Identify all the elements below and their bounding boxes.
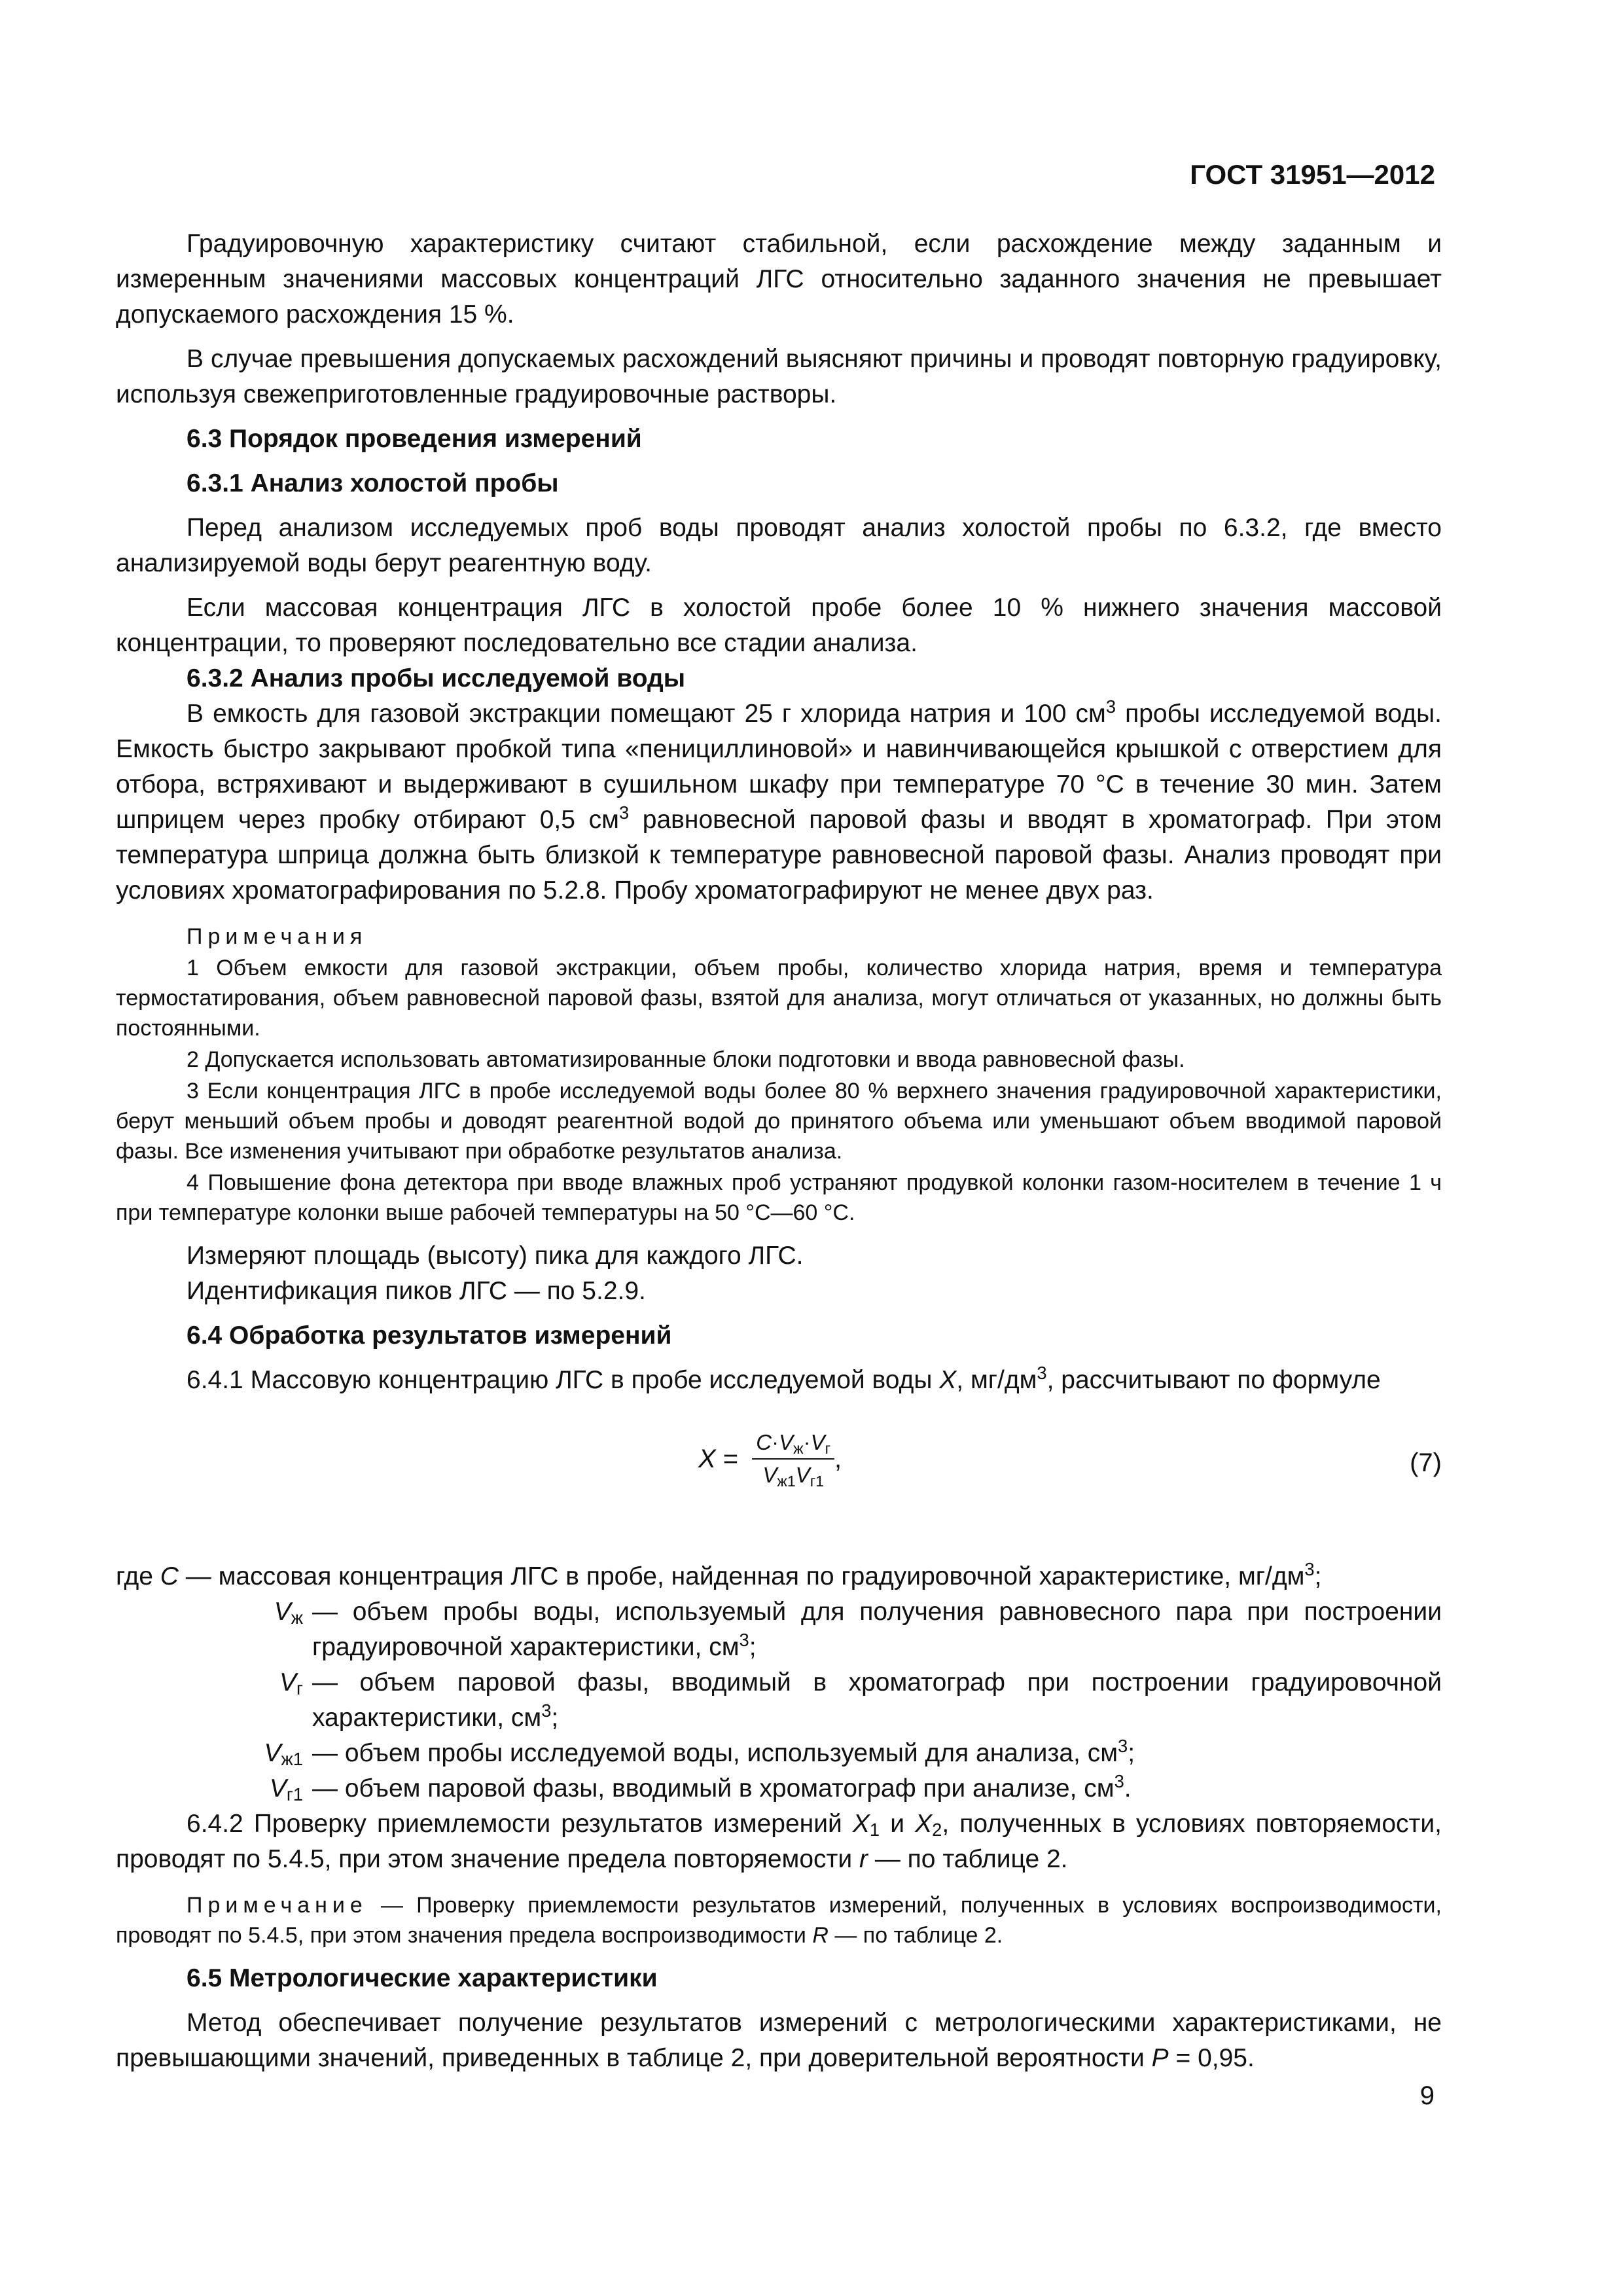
note-4: 4 Повышение фона детектора при вводе влажных проб устраняют продувкой колонки газом-носителем в течение 1 ч при температуре колонки выше рабочей температуры на 50 °С—60 °С.: [116, 1170, 1442, 1225]
notes-block: [116, 922, 1442, 1228]
paragraph-metrology: Метод обеспечивает получение результатов измерений с метрологическими характеристиками, не превышающими значений, приведенных в таблице 2, при доверительной вероятности P = 0,95.: [116, 2009, 1442, 2072]
section-heading-6-5: 6.5 Метрологические характеристики: [187, 1964, 658, 1992]
paragraph-blank-concentration: Если массовая концентрация ЛГС в холостой пробе более 10 % нижнего значения массовой концентрации, то проверяют последовательно все стадии анализа.: [116, 594, 1442, 657]
note-1: 1 Объем емкости для газовой экстракции, объем пробы, количество хлорида натрия, время и температура термостатирования, объем равновесной паровой фазы, взятой для анализа, могут отличаться от указанных, но должны быть постоянными.: [116, 956, 1442, 1041]
paragraph-recalibration: В случае превышения допускаемых расхождений выясняют причины и проводят повторную градуировку, используя свежеприготовленные градуировочные растворы.: [116, 345, 1442, 408]
note-reproducibility: Примечание — Проверку приемлемости результатов измерений, полученных в условиях воспроизводимости, проводят по 5.4.5, при этом значения предела воспроизводимости R — по таблице 2.: [116, 1893, 1442, 1948]
formula-fraction: [752, 1428, 834, 1490]
paragraph-6-4-2: 6.4.2 Проверку приемлемости результатов измерений $X_1$ и $X_2$, полученных в условиях повторяемости, проводят по 5.4.5, при этом значение предела повторяемости r — по таблице 2.: [116, 1810, 1442, 1873]
paragraph-peak-area: Измеряют площадь (высоту) пика для каждого ЛГС.: [187, 1242, 804, 1270]
paragraph-peak-identification: Идентификация пиков ЛГС — по 5.2.9.: [187, 1277, 646, 1305]
section-heading-6-3-2: 6.3.2 Анализ пробы исследуемой воды: [187, 664, 686, 692]
section-heading-6-3-1: 6.3.1 Анализ холостой пробы: [187, 469, 559, 497]
note-3: 3 Если концентрация ЛГС в пробе исследуемой воды более 80 % верхнего значения градуировочной характеристики, берут меньший объем пробы и доводят реагентной водой до принятого объема или уменьшают объем вводимой паровой фазы. Все изменения учитывают при обработке результатов анализа.: [116, 1079, 1442, 1164]
formula-expression: X = $\frac{C\cdot V_ж\cdot V_г}{V_{ж1}V_{г1}}$ ,: [698, 1428, 842, 1490]
paragraph-sample-analysis: В емкость для газовой экстракции помещают 25 г хлорида натрия и 100 $см^3$ пробы исследуемой воды. Емкость быстро закрывают пробкой типа «пенициллиновой» и навинчивающейся крышкой с отверстием для отбора, встряхивают и выдерживают в сушильном шкафу при температуре 70 °С в течение 30 мин. Затем шприцем через пробку отбирают 0,5 $см^3$ равновесной паровой фазы и вводят в хроматограф. При этом температура шприца должна быть близкой к температуре равновесной паровой фазы. Анализ проводят при условиях хроматографирования по 5.2.8. Пробу хроматографируют не менее двух раз.: [116, 696, 1442, 905]
note-title: Примечание: [187, 1893, 368, 1918]
paragraph-calibration-stability: Градуировочную характеристику считают стабильной, если расхождение между заданным и измеренным значениями массовых концентраций ЛГС относительно заданного значения не превышает допускаемого расхождения 15 %.: [116, 230, 1442, 329]
legend-Vzh1: $V_{ж1}$ — объем пробы исследуемой воды, используемый для анализа, $см^3$;: [264, 1736, 1135, 1769]
paragraph-6-4-1: 6.4.1 Массовую концентрацию ЛГС в пробе исследуемой воды X, $мг/дм^3$, рассчитывают по формуле: [187, 1363, 1381, 1394]
section-heading-6-3: 6.3 Порядок проведения измерений: [187, 425, 642, 453]
legend-Vzh: $V_ж$ — объем пробы воды, используемый для получения равновесного пара при построении градуировочной характеристики, $см^3$;: [274, 1598, 1442, 1661]
legend-Vg: $V_г$ — объем паровой фазы, вводимый в хроматограф при построении градуировочной характеристики, $см^3$;: [279, 1668, 1442, 1732]
formula-denominator: $V_{ж1}V_{г1}$: [762, 1463, 824, 1490]
document-id-header: ГОСТ 31951—2012: [1190, 159, 1435, 190]
notes-title: Примечания: [187, 924, 368, 949]
section-heading-6-4: 6.4 Обработка результатов измерений: [187, 1321, 672, 1350]
note-2: 2 Допускается использовать автоматизированные блоки подготовки и ввода равновесной фазы.: [187, 1047, 1185, 1072]
legend-C: где C — массовая концентрация ЛГС в пробе, найденная по градуировочной характеристике, $мг/дм^3$;: [116, 1559, 1322, 1590]
formula-number: (7): [1410, 1448, 1442, 1477]
paragraph-blank-sample: Перед анализом исследуемых проб воды проводят анализ холостой пробы по 6.3.2, где вместо анализируемой воды берут реагентную воду.: [116, 514, 1442, 577]
page-number: 9: [1419, 2081, 1435, 2110]
formula-legend: [116, 1559, 1442, 1806]
formula-numerator: $C\cdot V_ж\cdot V_г$: [752, 1428, 834, 1460]
legend-Vg1: $V_{г1}$ — объем паровой фазы, вводимый в хроматограф при анализе, $см^3$.: [269, 1771, 1132, 1804]
formula-7: [116, 1428, 1442, 1539]
page-content: [116, 226, 1442, 2076]
